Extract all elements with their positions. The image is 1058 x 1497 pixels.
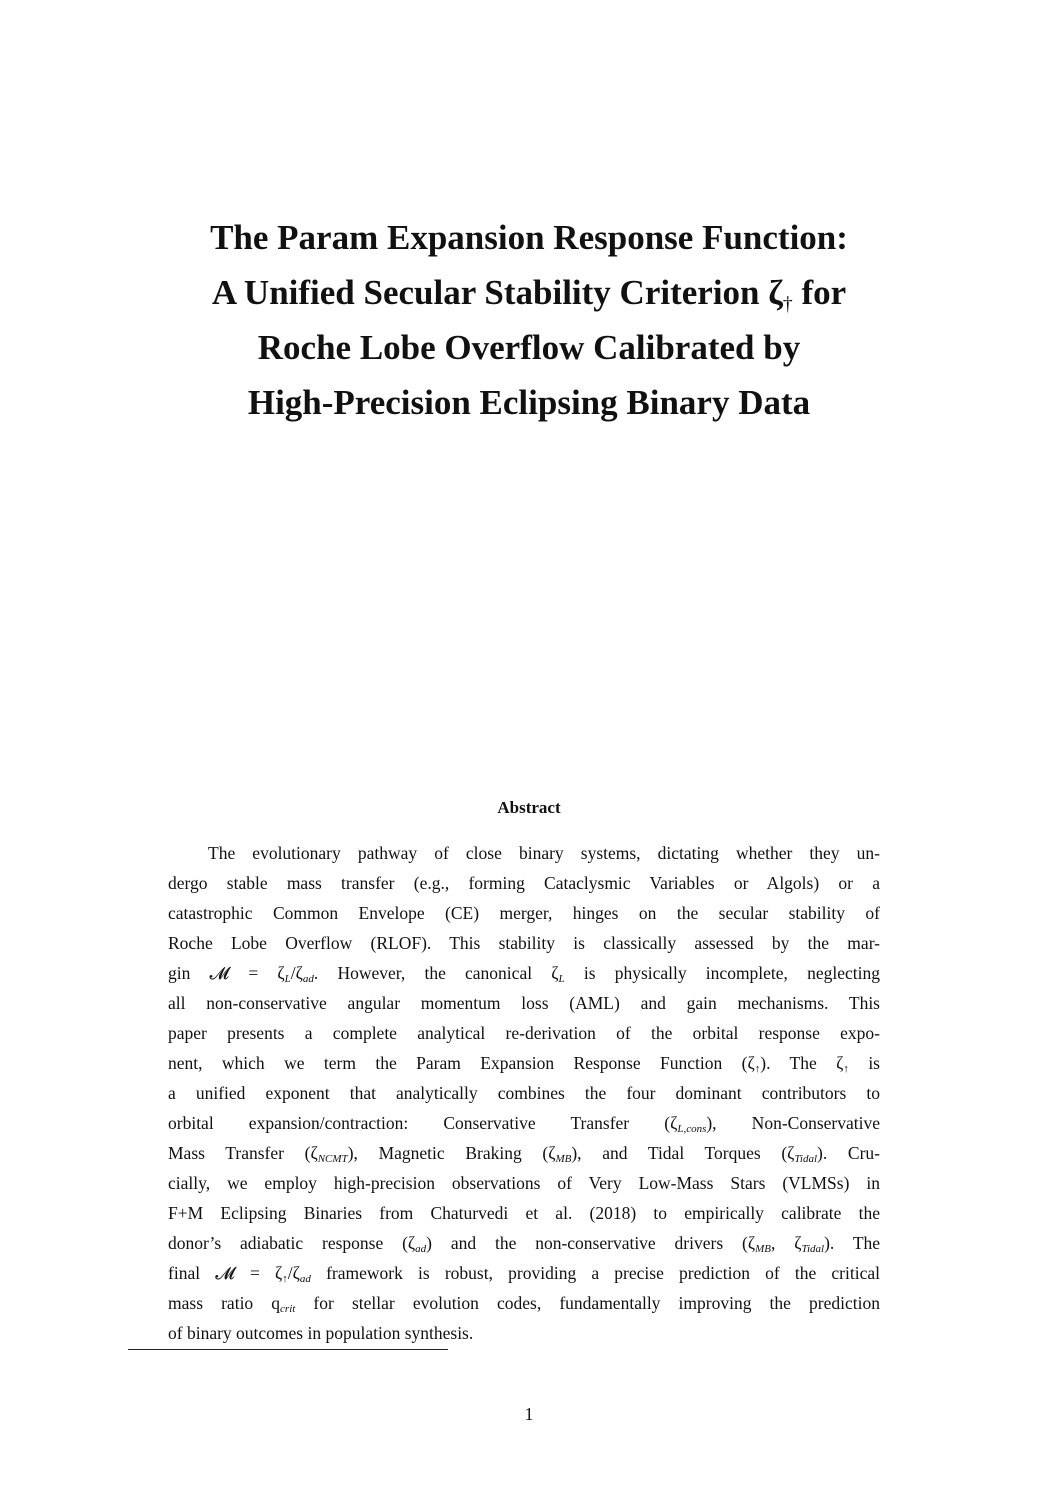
footnote-rule	[128, 1349, 448, 1350]
abstract-line: orbital expansion/contraction: Conservative Transfer $(\zeta_{L,cons})$, Non-Conservative	[168, 1113, 880, 1135]
abstract-body	[168, 838, 880, 1348]
abstract-line: catastrophic Common Envelope (CE) merger, hinges on the secular stability of	[168, 903, 880, 923]
math-subscript: Tidal	[794, 1153, 818, 1165]
title-line: The Param Expansion Response Function:	[210, 218, 848, 257]
abstract-line: mass ratio $q_{crit}$ for stellar evolution codes, fundamentally improving the prediction	[168, 1293, 880, 1315]
paper-title	[0, 210, 1058, 430]
abstract-line: all non-conservative angular momentum loss (AML) and gain mechanisms. This	[168, 993, 880, 1013]
math-subscript: Tidal	[801, 1243, 825, 1255]
math-subscript: MB	[555, 1153, 572, 1165]
math-subscript: L	[558, 973, 565, 985]
math-subscript: ↑	[843, 1063, 849, 1075]
math-subscript: L	[284, 973, 291, 985]
abstract-line: a unified exponent that analytically combines the four dominant contributors to	[168, 1083, 880, 1103]
abstract-line: paper presents a complete analytical re-derivation of the orbital response expo-	[168, 1023, 880, 1043]
title-line: High-Precision Eclipsing Binary Data	[247, 383, 811, 422]
abstract-line: F+M Eclipsing Binaries from Chaturvedi et al. (2018) to empirically calibrate the	[168, 1203, 880, 1223]
abstract-line: dergo stable mass transfer (e.g., forming Cataclysmic Variables or Algols) or a	[168, 873, 880, 893]
math-subscript: crit	[280, 1303, 296, 1315]
abstract-line: final 𝓜 = $\zeta_↑/\zeta_{ad}$ framework is robust, providing a precise prediction of the critical	[168, 1263, 880, 1285]
abstract-line: The evolutionary pathway of close binary systems, dictating whether they un-	[208, 843, 880, 863]
page-number: 1	[524, 1404, 534, 1424]
math-subscript: ad	[302, 973, 314, 985]
abstract-line: nent, which we term the Param Expansion Response Function $(\zeta_↑)$. The $\zeta_↑$ is	[168, 1053, 880, 1075]
abstract-line: gin 𝓜 = $\zeta_L/\zeta_{ad}$. However, the canonical $\zeta_L$ is physically incomplete, neglecting	[168, 963, 881, 985]
math-subscript: ad	[415, 1243, 427, 1255]
abstract-line: Roche Lobe Overflow (RLOF). This stability is classically assessed by the mar-	[168, 933, 880, 953]
abstract-line: Mass Transfer $(\zeta_{NCMT})$, Magnetic Braking $(\zeta_{MB})$, and Tidal Torques $(\zeta_{Tidal})$. Cru-	[168, 1143, 881, 1165]
abstract-line: donor’s adiabatic response $(\zeta_{ad})$ and the non-conservative drivers ($\zeta_{MB}$, $\zeta_{Tidal}$). The	[168, 1233, 881, 1255]
abstract-line: of binary outcomes in population synthesis.	[168, 1323, 474, 1343]
abstract-heading: Abstract	[497, 798, 561, 817]
title-line: Roche Lobe Overflow Calibrated by	[257, 328, 801, 367]
math-subscript: ↑	[754, 1063, 761, 1075]
math-subscript: MB	[755, 1243, 771, 1255]
abstract-line: cially, we employ high-precision observations of Very Low-Mass Stars (VLMSs) in	[168, 1173, 880, 1193]
math-subscript: ad	[299, 1273, 311, 1285]
math-subscript: L,cons	[677, 1123, 707, 1135]
math-subscript: †	[782, 293, 793, 315]
math-subscript: NCMT	[317, 1153, 348, 1165]
title-line: A Unified Secular Stability Criterion $\zeta_\dagger$ for	[211, 273, 847, 315]
math-subscript: ↑	[282, 1273, 288, 1285]
